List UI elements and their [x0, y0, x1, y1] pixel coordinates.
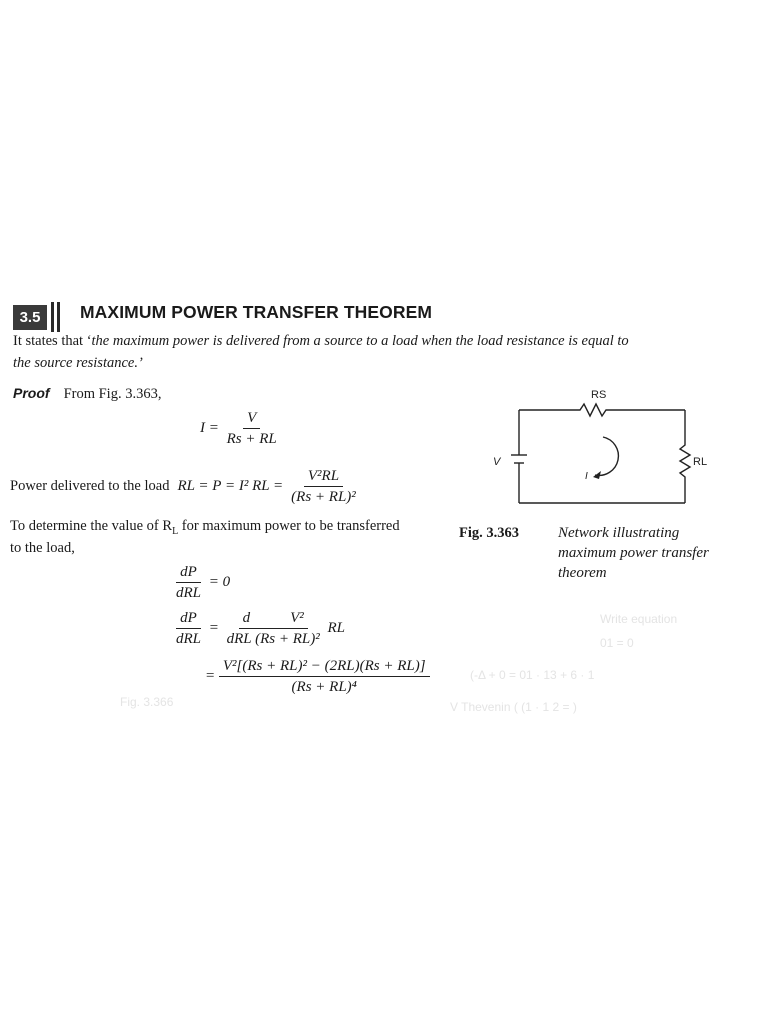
rs-resistor [519, 404, 685, 416]
d3-eq: = [205, 667, 216, 684]
figure-caption [558, 523, 709, 583]
section-number: 3.5 [13, 305, 47, 330]
proof-line [13, 385, 161, 403]
d2-eq: = [208, 619, 219, 636]
caption-line-1: Network illustrating [558, 525, 680, 541]
v-label: V [493, 456, 501, 468]
section-bars-decoration [49, 302, 65, 332]
power-den: (Rs + RL)² [291, 489, 356, 505]
equation-derivative-2 [172, 608, 345, 649]
power-num: V²RL [304, 466, 343, 487]
bleed-text: Write equation [600, 612, 678, 626]
statement-quote-1: the maximum power is delivered from a source to a load when the load resistance is equal to [91, 333, 629, 349]
statement-line-1 [13, 333, 629, 350]
eq-current-den: Rs + RL [226, 431, 277, 447]
d2-den: dRL [176, 631, 202, 647]
d3-num: V²[(Rs + RL)² − (2RL)(Rs + RL)] [219, 656, 430, 677]
equation-derivative-1 [172, 562, 230, 603]
determine-text-end: for maximum power to be transferred [178, 518, 400, 534]
current-loop-arrow [595, 437, 618, 475]
d2-op-num-text: d [242, 610, 251, 626]
bleed-text: Fig. 3.366 [120, 695, 174, 709]
caption-line-2: maximum power transfer [558, 545, 709, 561]
eq-current-fraction [223, 408, 281, 449]
circuit-diagram [485, 385, 725, 510]
d3-den: (Rs + RL)⁴ [291, 679, 357, 695]
d2-fraction [172, 608, 205, 649]
determine-line-2: to the load, [10, 540, 75, 556]
determine-text: To determine the value of R [10, 518, 173, 534]
d2-v: V² [290, 610, 304, 626]
rl-resistor [680, 410, 690, 503]
equation-power [10, 466, 360, 507]
determine-sub: L [172, 525, 179, 537]
determine-line-1 [10, 518, 400, 537]
figure-label: Fig. 3.363 [459, 525, 520, 541]
rs-label: RS [591, 389, 607, 401]
power-text: Power delivered to the load [10, 478, 170, 495]
d1-num: dP [176, 562, 201, 583]
bleed-text: V Thevenin ( (1 · 1 2 = ) [450, 700, 577, 714]
d2-rl: RL [327, 619, 346, 636]
d3-fraction [219, 656, 430, 697]
proof-text: From Fig. 3.363, [63, 386, 162, 402]
proof-label: Proof [13, 385, 50, 401]
caption-line-3: theorem [558, 565, 607, 581]
power-fraction [287, 466, 360, 507]
d2-op-den: dRL (Rs + RL)² [226, 631, 320, 647]
equation-derivative-3 [205, 656, 430, 697]
statement-quote-2: the source resistance.’ [13, 355, 143, 371]
section-title: MAXIMUM POWER TRANSFER THEOREM [80, 302, 433, 322]
d1-den: dRL [176, 585, 202, 601]
current-arrow-head [593, 471, 601, 479]
eq-current-num: V [243, 408, 260, 429]
eq-current-lhs: I = [200, 419, 219, 436]
i-label: I [585, 471, 588, 482]
bleed-text: 01 = 0 [600, 636, 634, 650]
statement-lead: It states that ‘ [13, 333, 92, 349]
equation-current [200, 408, 281, 449]
d2-num: dP [176, 608, 201, 629]
d1-rhs: = 0 [208, 573, 231, 590]
rl-label: RL [693, 456, 708, 468]
d1-fraction [172, 562, 205, 603]
bleed-text: (-Δ + 0 = 01 · 13 + 6 · 1 [470, 668, 595, 682]
d2-operator-fraction [223, 608, 324, 649]
d2-op-num [239, 608, 308, 629]
power-expr: RL = P = I² RL = [177, 478, 284, 495]
